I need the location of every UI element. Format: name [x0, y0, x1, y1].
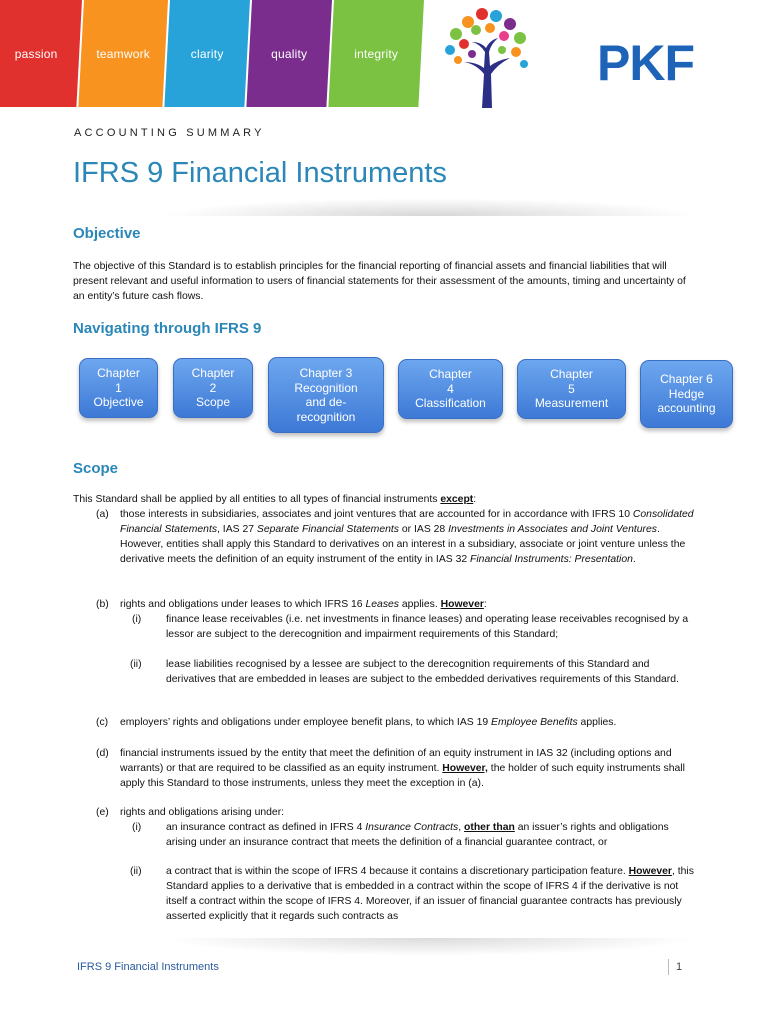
emphasis-text: However	[628, 866, 672, 877]
emphasis-text: However	[440, 599, 484, 610]
scope-item-d-label: (d)	[96, 748, 109, 759]
scope-item-b-ii-label: (ii)	[130, 659, 142, 670]
text-run: a contract that is within the scope of IFRS 4 because it contains a discretionary participation feature.	[166, 866, 629, 877]
value-band-integrity	[328, 0, 424, 107]
scope-item-c-label: (c)	[96, 717, 109, 728]
chapter-label: Chapter 3 Recognition and de- recognition	[294, 366, 358, 424]
scope-item-b	[120, 597, 698, 612]
text-run: those interests in subsidiaries, associates and joint ventures that are accounted for in accordance with IFRS 10	[120, 509, 633, 520]
scope-item-b-i-label: (i)	[132, 614, 142, 625]
value-label: passion	[14, 47, 58, 61]
text-run: an issuer’s rights and obligations arising under an insurance contract that meets the definition of a financial guarantee contract, or	[166, 822, 669, 848]
chapter-label: Chapter 4 Classification	[415, 367, 486, 411]
title-divider	[160, 198, 700, 216]
chapter-label: Chapter 2 Scope	[191, 366, 235, 410]
scope-item-e-label: (e)	[96, 807, 109, 818]
page-title: IFRS 9 Financial Instruments	[73, 157, 447, 189]
text-run: or IAS 28	[398, 524, 449, 535]
scope-item-b-ii: lease liabilities recognised by a lessee are subject to the derecognition requirements of this Standard and derivatives that are embedded in leases are subject to the embedded derivatives requirements of this Standard.	[166, 659, 679, 685]
chapter-label: Chapter 1 Objective	[93, 366, 144, 410]
text-run: ,	[458, 822, 465, 833]
scope-item-a-label: (a)	[96, 509, 109, 520]
chapter-2-button[interactable]	[173, 358, 253, 418]
scope-item-a	[120, 507, 698, 567]
scope-item-e-ii	[166, 864, 698, 924]
value-band-teamwork	[78, 0, 168, 107]
italic-text: Separate Financial Statements	[256, 524, 399, 535]
text-run: an insurance contract as defined in IFRS 4	[166, 822, 366, 833]
pkf-logo: PKF	[597, 35, 694, 91]
objective-text: The objective of this Standard is to establish principles for the financial reporting of financial assets and financial liabilities that will present relevant and useful information to users of financial statements for their assessment of the amounts, timing and uncertainty of an entity’s future cash flows.	[73, 261, 686, 302]
page-number: 1	[676, 961, 683, 973]
objective-heading: Objective	[73, 225, 141, 242]
tree-logo-icon	[436, 4, 536, 108]
scope-heading: Scope	[73, 460, 119, 477]
text-run: :	[483, 599, 487, 610]
emphasis-text: other than	[464, 822, 515, 833]
italic-text: Leases	[365, 599, 399, 610]
text-run: financial instruments issued by the entity that meet the definition of an equity instrument in IAS 32 (including options and warrants) or that are required to be classified as an equity instrument.	[120, 748, 672, 774]
chapter-label: Chapter 5 Measurement	[534, 367, 609, 411]
text-run: applies.	[399, 599, 441, 610]
scope-item-e-ii-label: (ii)	[130, 866, 142, 877]
chapter-6-button[interactable]	[640, 360, 733, 428]
emphasis-text: However,	[442, 763, 488, 774]
text-run: , this Standard applies to a derivative that is embedded in a contract within the scope of IFRS 4 if the derivative is not itself a contract within the scope of IFRS 4. Moreover, if an issuer of financial guarantee contracts has previously asserted explicitly that it regards such contracts as	[166, 866, 694, 922]
scope-item-e-i-label: (i)	[132, 822, 142, 833]
header-banner	[0, 0, 768, 108]
chapter-label: Chapter 6 Hedge accounting	[657, 372, 716, 416]
text-run: employers’ rights and obligations under employee benefit plans, to which IAS 19	[120, 717, 492, 728]
text-run: rights and obligations under leases to which IFRS 16	[120, 599, 366, 610]
value-band-passion	[0, 0, 82, 107]
scope-intro-emphasis: except	[440, 494, 474, 505]
chapter-3-button[interactable]	[268, 357, 384, 433]
scope-item-b-i: finance lease receivables (i.e. net investments in finance leases) and operating lease receivables recognised by a lessor are subject to the derecognition and impairment requirements of this Standard;	[166, 614, 689, 640]
italic-text: Employee Benefits	[491, 717, 578, 728]
value-label: quality	[271, 47, 308, 61]
text-run: the holder of such equity instruments shall apply this Standard to those instruments, unless they meet the exception in (a).	[120, 763, 685, 789]
value-label: teamwork	[96, 47, 150, 61]
chapter-5-button[interactable]	[517, 359, 626, 419]
italic-text: Financial Instruments: Presentation	[470, 554, 633, 565]
value-label: clarity	[190, 47, 224, 61]
scope-intro: This Standard shall be applied by all entities to all types of financial instruments except:	[73, 494, 477, 505]
text-run: applies.	[577, 717, 617, 728]
footer-title: IFRS 9 Financial Instruments	[77, 961, 219, 973]
value-label: integrity	[354, 47, 399, 61]
scope-item-b-label: (b)	[96, 599, 109, 610]
chapter-1-button[interactable]	[79, 358, 158, 418]
footer-divider	[160, 938, 700, 956]
scope-item-e: rights and obligations arising under:	[120, 807, 285, 818]
text-run: , IAS 27	[217, 524, 257, 535]
text-run: . However, entities shall apply this Standard to derivatives on an interest in a subsidiary, associate or joint venture unless the derivative meets the definition of an equity instrument of the entity in IAS 32	[120, 524, 686, 565]
scope-item-e-i	[166, 820, 698, 850]
scope-item-c	[120, 715, 698, 730]
navigating-heading: Navigating through IFRS 9	[73, 320, 262, 337]
document-kicker: ACCOUNTING SUMMARY	[74, 127, 265, 139]
value-band-clarity	[164, 0, 250, 107]
value-band-quality	[246, 0, 332, 107]
text-run: .	[632, 554, 636, 565]
scope-item-d	[120, 746, 698, 791]
footer-separator	[668, 959, 669, 975]
chapter-4-button[interactable]	[398, 359, 503, 419]
italic-text: Insurance Contracts	[365, 822, 459, 833]
italic-text: Investments in Associates and Joint Ventures	[448, 524, 657, 535]
italic-text: Consolidated Financial Statements	[120, 509, 694, 535]
